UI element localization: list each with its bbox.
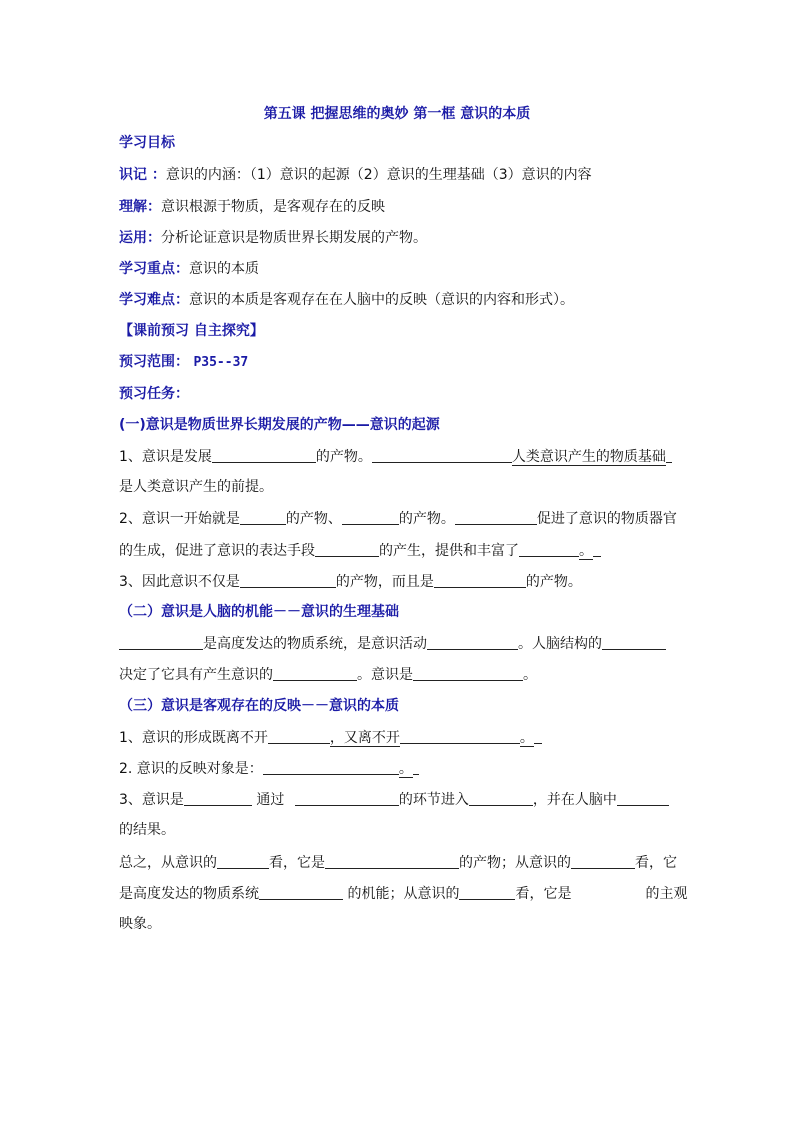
understand-label: 理解： [119,199,161,215]
memorize-label: 识记 ： [119,167,166,183]
blank[interactable] [217,853,269,869]
key-point-label: 学习重点： [119,261,189,277]
objectives-heading: 学习目标 [119,135,175,151]
blank[interactable] [469,790,533,806]
blank[interactable] [413,759,419,775]
text-fragment: 的产物。 [315,449,372,465]
text-fragment: 3、因此意识不仅是 [119,574,240,590]
blank[interactable] [273,665,357,681]
text-fragment: 。 [579,543,593,559]
text-fragment: 。意识是 [357,667,413,683]
blank[interactable] [240,572,336,588]
text-fragment: ，并在人脑中 [532,792,617,808]
text-fragment: 的生成，促进了意识的表达手段 [119,543,315,559]
text-fragment: 2. 意识的反映对象是： [119,761,263,777]
text-fragment: 总之，从意识的 [119,855,217,871]
understand-line [119,198,684,216]
text-fragment: 的主观 [645,886,688,902]
blank[interactable] [427,634,518,650]
blank[interactable] [119,634,203,650]
preview-range-value: P35--37 [193,355,249,370]
blank[interactable] [534,728,542,744]
section1-item2-line [119,509,684,528]
text-fragment: 的结果。 [119,822,175,838]
text-fragment: 的产生，提供和丰富了 [379,543,519,559]
section1-item2-cont-line [119,541,684,560]
section3-item3-cont-line [119,821,684,839]
text-fragment: 看，它是 [515,886,572,902]
understand-text: 意识根源于物质，是客观存在的反映 [161,199,385,215]
preview-range-line [119,353,684,372]
section3-heading-line [119,697,684,715]
preview-tasks-line [119,385,684,403]
section3-heading: （三）意识是客观存在的反映－－意识的本质 [119,698,399,714]
blank[interactable] [413,665,523,681]
text-fragment: 1、意识的形成既离不开 [119,730,268,746]
page-title: 第五课 把握思维的奥妙 第一框 意识的本质 [263,106,531,122]
difficult-point-text: 意识的本质是客观存在在人脑中的反映（意识的内容和形式）。 [189,292,574,308]
blank[interactable] [295,790,399,806]
section1-item1-cont-line [119,478,684,496]
blank[interactable] [212,447,316,463]
section1-heading-line [119,416,684,434]
apply-label: 运用： [119,230,161,246]
text-fragment: 1、意识是发展 [119,449,212,465]
section2-line1 [119,634,684,653]
blank[interactable] [455,509,537,525]
blank[interactable] [263,759,399,775]
blank[interactable] [184,790,252,806]
blank[interactable] [593,541,601,557]
apply-line [119,229,684,247]
blank[interactable] [268,728,330,744]
text-fragment: 是高度发达的物质系统，是意识活动 [203,636,427,652]
text-fragment: 。人脑结构的 [518,636,602,652]
text-fragment: ，又离不开 [329,730,400,746]
difficult-point-label: 学习难点： [119,292,189,308]
text-fragment: 的机能；从意识的 [343,886,460,902]
section2-heading-line [119,603,684,621]
section3-item2-line [119,759,684,778]
memorize-line [119,166,684,184]
text-fragment: 的产物。 [525,574,582,590]
section1-item1-line [119,447,684,466]
key-point-text: 意识的本质 [189,261,259,277]
text-fragment: 是高度发达的物质系统 [119,886,259,902]
section3-item1-line [119,728,684,747]
preview-heading-line [119,322,684,340]
preview-tasks-label: 预习任务： [119,386,189,402]
key-point-line [119,260,684,278]
text-fragment: 的环节进入 [398,792,469,808]
text-fragment: 。 [519,730,534,746]
section1-item3-line [119,572,684,591]
preview-range-label: 预习范围： [119,354,189,370]
blank[interactable] [315,541,379,557]
blank[interactable] [240,509,286,525]
text-fragment: 3、意识是 [119,792,184,808]
section1-heading: (一)意识是物质世界长期发展的产物——意识的起源 [119,417,440,433]
text-fragment: 。 [523,667,537,683]
blank[interactable] [342,509,399,525]
text-fragment: 决定了它具有产生意识的 [119,667,273,683]
blank[interactable] [519,541,579,557]
text-fragment: 的产物；从意识的 [459,855,571,871]
difficult-point-line [119,291,684,309]
text-fragment: 人类意识产生的物质基础 [511,449,666,465]
section3-item3-line [119,790,684,809]
preview-heading: 【课前预习 自主探究】 [119,323,264,339]
text-fragment: 促进了意识的物质器官 [536,511,677,527]
blank[interactable] [400,728,520,744]
text-fragment: 映象。 [119,916,161,932]
text-fragment: 看，它是 [269,855,325,871]
text-fragment: 。 [398,761,413,777]
blank[interactable] [325,853,459,869]
blank[interactable] [259,884,343,900]
objectives-heading-line [119,134,684,152]
apply-text: 分析论证意识是物质世界长期发展的产物。 [161,230,427,246]
blank[interactable] [666,447,672,463]
blank[interactable] [434,572,526,588]
blank[interactable] [372,447,512,463]
blank[interactable] [459,884,515,900]
section2-line2 [119,665,684,684]
summary-line2 [119,884,688,903]
summary-line3 [119,915,684,933]
summary-line1 [119,853,684,872]
blank[interactable] [571,853,635,869]
text-fragment: 的产物。 [398,511,455,527]
blank[interactable] [602,634,666,650]
text-fragment: 看，它 [635,855,677,871]
section2-heading: （二）意识是人脑的机能－－意识的生理基础 [119,604,399,620]
text-fragment: 2、意识一开始就是 [119,511,240,527]
memorize-text: 意识的内涵：（1）意识的起源（2）意识的生理基础（3）意识的内容 [165,167,592,183]
text-fragment: 是人类意识产生的前提。 [119,479,273,495]
text-fragment: 通过 [251,792,289,808]
blank[interactable] [617,790,669,806]
text-fragment: 的产物，而且是 [335,574,434,590]
text-fragment: 的产物、 [285,511,342,527]
